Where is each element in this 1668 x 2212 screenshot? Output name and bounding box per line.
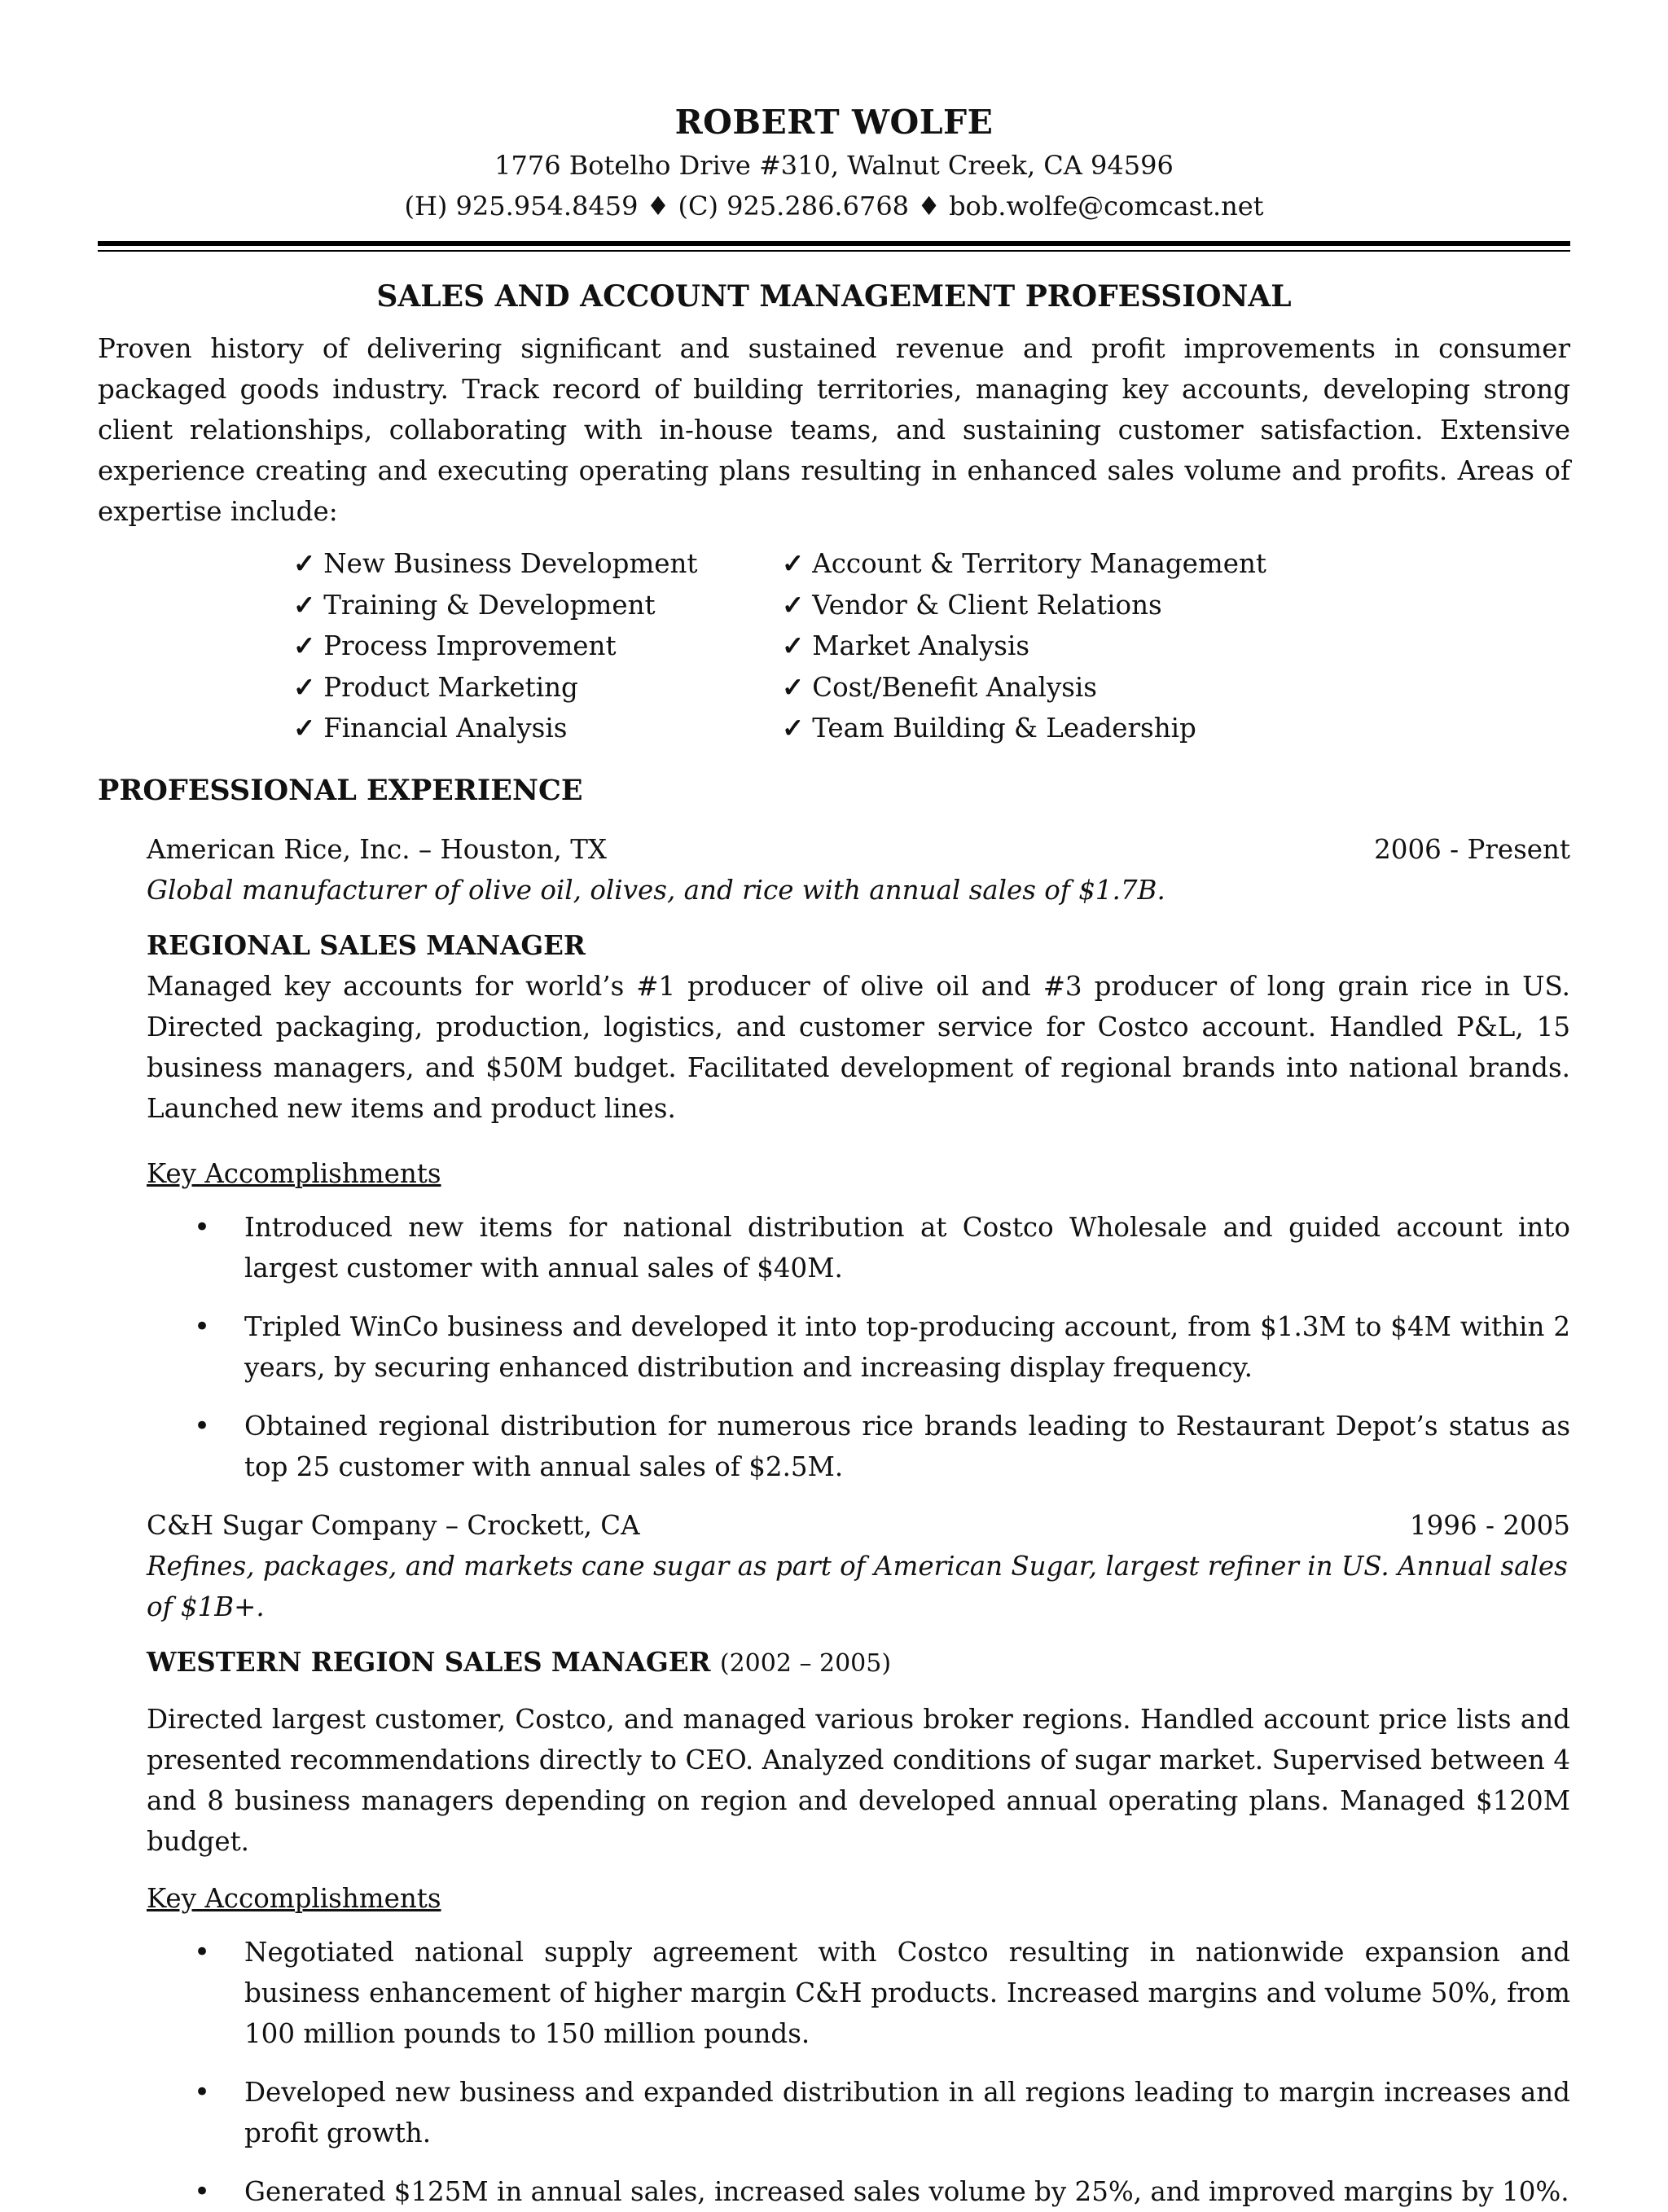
cell-phone: (C) 925.286.6768 bbox=[678, 191, 910, 222]
skill-item: ✓ Financial Analysis bbox=[293, 712, 568, 744]
list-item: • Introduced new items for national distribution at Costco Wholesale and guided account into largest customer with annual sales of $40M. bbox=[244, 1207, 1570, 1288]
list-item: • Tripled WinCo business and developed it into top-producing account, from $1.3M to $4M within 2 years, by securing enhanced distribution and increasing display frequency. bbox=[244, 1306, 1570, 1388]
accomplishments-list bbox=[147, 1207, 1570, 1487]
profile-summary: Proven history of delivering significant and sustained revenue and profit improvements in consumer packaged goods industry. Track record of building territories, managing key accounts, developing strong client relationships, collaborating with in-house teams, and sustaining customer satisfaction. Extensive experience creating and executing operating plans resulting in enhanced sales volume and profits. Areas of expertise include: bbox=[98, 333, 1570, 527]
checkmark-icon: ✓ bbox=[782, 670, 805, 703]
checkmark-icon: ✓ bbox=[293, 547, 316, 579]
company-row bbox=[147, 829, 1570, 870]
company-name: C&H Sugar Company – Crockett, CA bbox=[147, 1509, 640, 1541]
skill-item: ✓ Vendor & Client Relations bbox=[782, 588, 1162, 621]
company-description: Global manufacturer of olive oil, olives, and rice with annual sales of $1.7B. bbox=[147, 874, 1165, 906]
checkmark-icon: ✓ bbox=[782, 630, 805, 661]
email-address: bob.wolfe@comcast.net bbox=[949, 191, 1264, 222]
key-accomplishments-label: Key Accomplishments bbox=[147, 1882, 441, 1914]
list-item: • Negotiated national supply agreement with Costco resulting in nationwide expansion and business enhancement of higher margin C&H products. Increased margins and volume 50%, from 100 million pounds to 150 million pounds. bbox=[244, 1932, 1570, 2054]
list-item: • Obtained regional distribution for numerous rice brands leading to Restaurant Depot’s status as top 25 customer with annual sales of $2.5M. bbox=[244, 1406, 1570, 1487]
skill-item: ✓ Team Building & Leadership bbox=[782, 712, 1196, 744]
skills-list bbox=[293, 543, 1570, 749]
bullet-icon: • bbox=[194, 1310, 211, 1343]
bullet-icon: • bbox=[194, 1935, 211, 1968]
checkmark-icon: ✓ bbox=[293, 670, 316, 703]
bullet-icon: • bbox=[194, 2175, 211, 2208]
company-row bbox=[147, 1505, 1570, 1546]
home-phone: (H) 925.954.8459 bbox=[404, 191, 639, 222]
experience-section-title: PROFESSIONAL EXPERIENCE bbox=[98, 773, 583, 807]
job-entry bbox=[98, 1505, 1570, 2212]
diamond-separator-icon: ♦ bbox=[646, 191, 670, 222]
skill-item: ✓ New Business Development bbox=[293, 547, 698, 579]
list-item: • Generated $125M in annual sales, increased sales volume by 25%, and improved margins by 10%. bbox=[244, 2171, 1570, 2212]
address-line: 1776 Botelho Drive #310, Walnut Creek, CA 94596 bbox=[494, 150, 1174, 181]
skill-item: ✓ Cost/Benefit Analysis bbox=[782, 670, 1097, 703]
bullet-icon: • bbox=[194, 2075, 211, 2109]
list-item: • Developed new business and expanded distribution in all regions leading to margin increases and profit growth. bbox=[244, 2072, 1570, 2153]
skill-item: ✓ Market Analysis bbox=[782, 630, 1030, 661]
contact-line bbox=[98, 186, 1570, 226]
skill-item: ✓ Training & Development bbox=[293, 588, 656, 621]
checkmark-icon: ✓ bbox=[782, 712, 805, 744]
role-description: Managed key accounts for world’s #1 producer of olive oil and #3 producer of long grain rice in US. Directed packaging, production, logistics, and customer service for Costco account. Handled P&L, 15 business managers, and $50M budget. Facilitated development of regional brands into national brands. Launched new items and product lines. bbox=[147, 970, 1570, 1124]
company-name: American Rice, Inc. – Houston, TX bbox=[147, 833, 608, 865]
checkmark-icon: ✓ bbox=[293, 712, 316, 744]
checkmark-icon: ✓ bbox=[782, 547, 805, 579]
role-dates: (2002 – 2005) bbox=[719, 1648, 892, 1678]
diamond-separator-icon: ♦ bbox=[917, 191, 941, 222]
key-accomplishments-label: Key Accomplishments bbox=[147, 1157, 441, 1189]
employment-dates: 1996 - 2005 bbox=[1409, 1509, 1570, 1541]
accomplishments-list bbox=[147, 1932, 1570, 2212]
job-role bbox=[147, 925, 1570, 966]
bullet-icon: • bbox=[194, 1409, 211, 1442]
skill-item: ✓ Account & Territory Management bbox=[782, 547, 1266, 579]
role-title: WESTERN REGION SALES MANAGER bbox=[147, 1645, 711, 1678]
bullet-icon: • bbox=[194, 1210, 211, 1244]
job-role bbox=[147, 1642, 1570, 1684]
profile-title: SALES AND ACCOUNT MANAGEMENT PROFESSIONAL bbox=[376, 279, 1292, 314]
checkmark-icon: ✓ bbox=[293, 630, 316, 661]
job-entry bbox=[98, 829, 1570, 1487]
header-divider bbox=[98, 241, 1570, 252]
candidate-name: ROBERT WOLFE bbox=[674, 103, 994, 142]
resume-header bbox=[98, 99, 1570, 252]
skill-item: ✓ Process Improvement bbox=[293, 630, 617, 661]
role-title: REGIONAL SALES MANAGER bbox=[147, 928, 586, 961]
employment-dates: 2006 - Present bbox=[1374, 833, 1570, 865]
checkmark-icon: ✓ bbox=[293, 588, 316, 621]
company-description: Refines, packages, and markets cane sugar as part of American Sugar, largest refiner in US. Annual sales of $1B+. bbox=[147, 1550, 1568, 1622]
checkmark-icon: ✓ bbox=[782, 588, 805, 621]
role-description: Directed largest customer, Costco, and managed various broker regions. Handled account price lists and presented recommendations directly to CEO. Analyzed conditions of sugar market. Supervised between 4 and 8 business managers depending on region and developed annual operating plans. Managed $120M budget. bbox=[147, 1703, 1570, 1857]
skill-item: ✓ Product Marketing bbox=[293, 670, 578, 703]
